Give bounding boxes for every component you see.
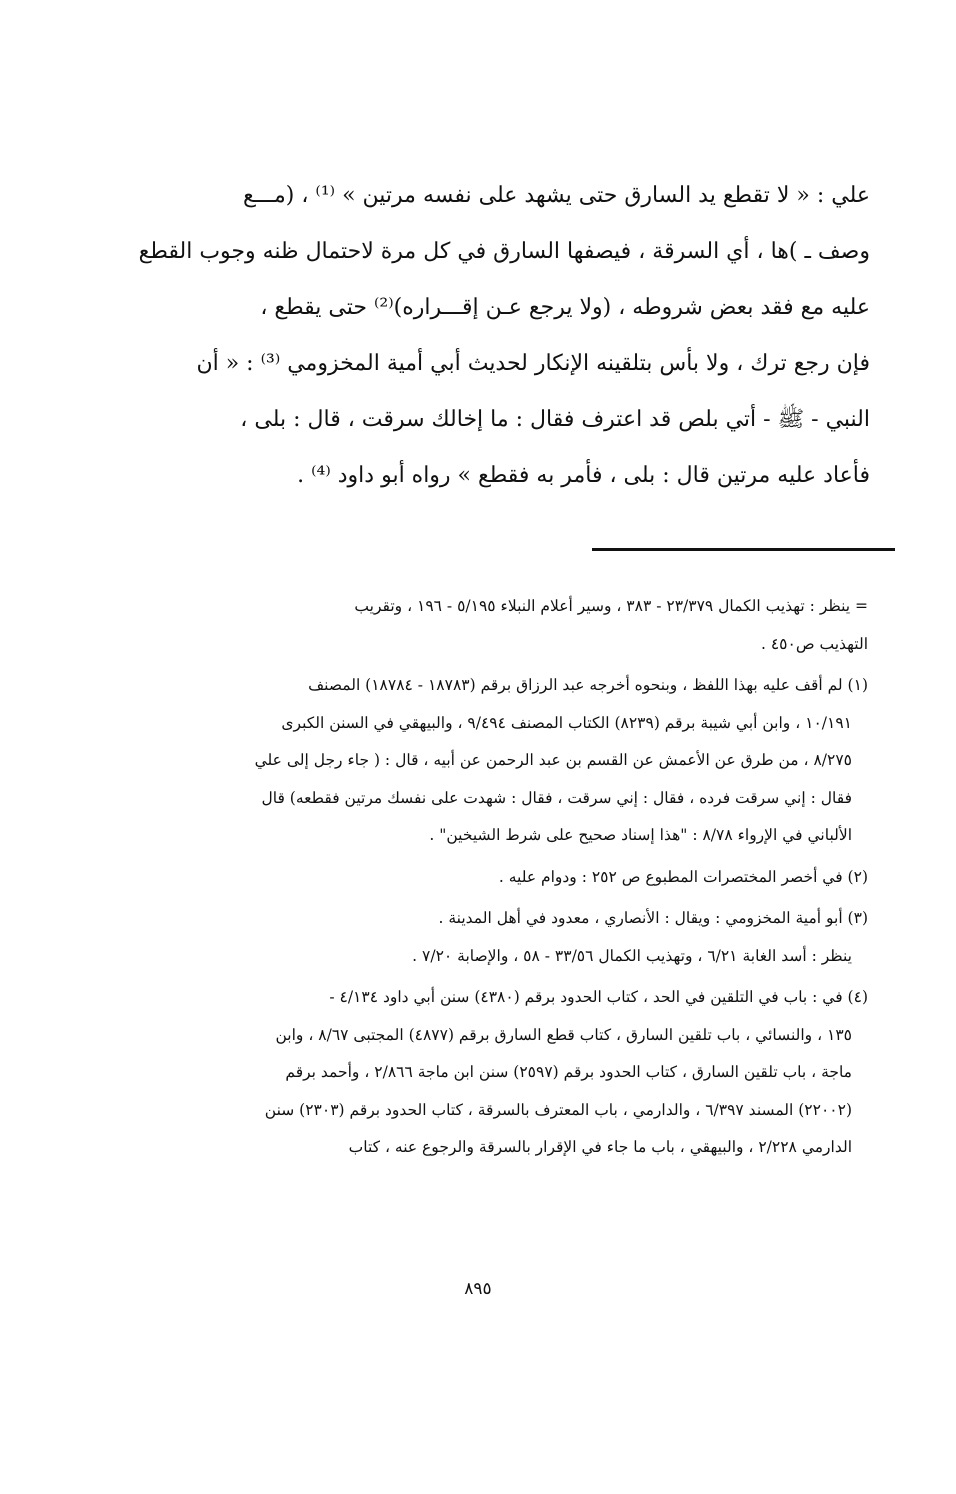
footnote-4	[130, 979, 868, 1167]
footnote-line: (٣) أبو أمية المخزومي : ويقال : الأنصاري ، معدود في أهل المدينة .	[438, 909, 868, 927]
footnote-line: فقال : إني سرقت فرده ، فقال : إني سرقت ، فقال : شهدت على نفسك مرتين فقطعه) قال	[261, 788, 852, 807]
footnotes	[130, 588, 868, 1171]
footnote-line: (١) لم أقف عليه بهذا اللفظ ، وبنحوه أخرجه عبد الرزاق برقم (١٨٧٨٣ - ١٨٧٨٤) المصنف	[308, 676, 868, 694]
footnote-2	[130, 859, 868, 897]
footnote-continuation	[130, 588, 868, 663]
main-line-5: النبي - ﷺ - أتي بلص قد اعترف فقال : ما إخالك سرقت ، قال : بلى ،	[240, 407, 870, 432]
footnote-3	[130, 900, 868, 975]
footnote-line: ينظر : أسد الغابة ٦/٢١ ، وتهذيب الكمال ٣٣/٥٦ - ٥٨ ، والإصابة ٧/٢٠ .	[412, 946, 852, 965]
footnote-line: (٢٢٠٠٢) المسند ٦/٣٩٧ ، والدارمي ، باب المعترف بالسرقة ، كتاب الحدود برقم (٢٣٠٣) سنن	[264, 1100, 852, 1119]
footnote-line: التهذيب ص٤٥٠ .	[760, 634, 868, 653]
footnote-line: الألباني في الإرواء ٨/٧٨ : "هذا إسناد صحيح على شرط الشيخين" .	[429, 826, 852, 844]
main-line-2: وصف ـ )ها ، أي السرقة ، فيصفها السارق في كل مرة لاحتمال ظنه وجوب القطع	[138, 239, 870, 264]
footnote-line: ماجة ، باب تلقين السارق ، كتاب الحدود برقم (٢٥٩٧) سنن ابن ماجة ٢/٨٦٦ ، وأحمد برقم	[285, 1063, 852, 1081]
main-line-4: فإن رجع ترك ، ولا بأس بتلقينه الإنكار لحديث أبي أمية المخزومي ⁽³⁾ : « أن	[196, 351, 870, 376]
footnote-divider	[592, 548, 895, 551]
footnote-line: = ينظر : تهذيب الكمال ٢٣/٣٧٩ - ٣٨٣ ، وسير أعلام النبلاء ٥/١٩٥ - ١٩٦ ، وتقريب	[354, 597, 868, 615]
footnote-line: الدارمي ٢/٢٢٨ ، والبيهقي ، باب ما جاء في الإقرار بالسرقة والرجوع عنه ، كتاب	[348, 1138, 852, 1156]
main-line-6: فأعاد عليه مرتين قال : بلى ، فأمر به فقطع » رواه أبو داود ⁽⁴⁾ .	[297, 463, 870, 488]
footnote-line: (٤) في : باب في التلقين في الحد ، كتاب الحدود برقم (٤٣٨٠) سنن أبي داود ٤/١٣٤ -	[329, 988, 868, 1006]
footnote-line: ١٠/١٩١ ، وابن أبي شيبة برقم (٨٢٣٩) الكتاب المصنف ٩/٤٩٤ ، والبيهقي في السنن الكبرى	[281, 713, 852, 732]
main-line-1: علي : « لا تقطع يد السارق حتى يشهد على نفسه مرتين » ⁽¹⁾ ، (مـــع	[242, 183, 870, 208]
footnote-line: ١٣٥ ، والنسائي ، باب تلقين السارق ، كتاب قطع السارق برقم (٤٨٧٧) المجتبى ٨/٦٧ ، وابن	[275, 1025, 852, 1044]
footnote-line: ٨/٢٧٥ ، من طرق عن الأعمش عن القسم بن عبد الرحمن عن أبيه ، قال : ( جاء رجل إلى علي	[254, 751, 852, 769]
main-line-3: عليه مع فقد بعض شروطه ، (ولا يرجع عـن إقـــراره)⁽²⁾ حتى يقطع ،	[260, 295, 870, 320]
main-paragraph	[128, 168, 870, 504]
footnote-1	[130, 667, 868, 855]
footnote-line: (٢) في أخصر المختصرات المطبوع ص ٢٥٢ : ودوام عليه .	[498, 867, 868, 886]
page-number: ٨٩٥	[464, 1279, 492, 1299]
